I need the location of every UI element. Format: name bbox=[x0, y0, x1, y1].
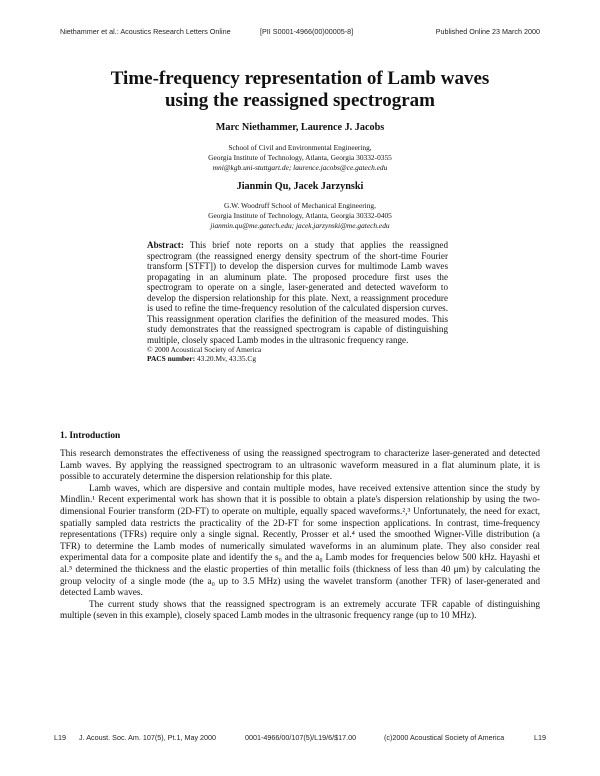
author-names-2: Jianmin Qu, Jacek Jarzynski bbox=[236, 181, 364, 192]
affiliation-2-inst: Georgia Institute of Technology, Atlanta, Georgia 30332-0405 bbox=[208, 210, 392, 220]
affiliation-1-emails[interactable]: mni@kgb.uni-stuttgart.de; laurence.jacobs@ce.gatech.edu bbox=[212, 162, 388, 172]
footer-copyright: (c)2000 Acoustical Society of America bbox=[384, 733, 505, 742]
affiliation-1-inst: Georgia Institute of Technology, Atlanta, Georgia 30332-0355 bbox=[208, 152, 392, 162]
author-names-1: Marc Niethammer, Laurence J. Jacobs bbox=[215, 122, 385, 133]
paper-title bbox=[60, 68, 540, 112]
header-pii: [PII S0001-4966(00)00005-8] bbox=[260, 27, 354, 36]
body-paragraph-3: The current study shows that the reassigned spectrogram is an extremely accurate TFR capable of distinguishing multiple (seven in this example), closely spaced Lamb modes in the ultrasonic frequency range (up to 10 MHz). bbox=[60, 599, 540, 622]
header-authors: Niethammer et al.: Acoustics Research Letters Online bbox=[60, 27, 231, 36]
pacs-line bbox=[147, 354, 448, 363]
title-line-2: using the reassigned spectrogram bbox=[164, 90, 436, 111]
affiliation-2-emails[interactable]: jianmin.qu@me.gatech.edu; jacek.jarzynski@me.gatech.edu bbox=[210, 220, 390, 230]
body-paragraph-1: This research demonstrates the effectiveness of using the reassigned spectrogram to characterize laser-generated and detected Lamb waves. By applying the reassigned spectrogram to an ultrasonic waveform measured in a flat aluminum plate, it is possible to accurately determine the dispersion relationship for this plate. bbox=[60, 449, 540, 483]
title-line-1: Time-frequency representation of Lamb waves bbox=[110, 68, 490, 89]
affiliation-2-dept: G.W. Woodruff School of Mechanical Engineering, bbox=[224, 201, 376, 210]
header-published-date: Published Online 23 March 2000 bbox=[435, 27, 540, 36]
abstract-copyright: © 2000 Acoustical Society of America bbox=[147, 345, 262, 354]
section-body bbox=[60, 449, 540, 623]
footer-page-left: L19 bbox=[54, 733, 66, 742]
abstract-paragraph bbox=[147, 240, 448, 345]
abstract-block bbox=[147, 240, 448, 364]
affiliation-1-dept: School of Civil and Environmental Engineering, bbox=[228, 143, 372, 152]
body-paragraph-2: Lamb waves, which are dispersive and contain multiple modes, have received extensive attention since the study by Mindlin.¹ Recent experimental work has shown that it is possible to obtain a plate's dispersion relationship by using the two-dimensional Fourier transform (2D-FT) to operate on multiple, equally spaced waveforms.²,³ Unfortunately, the need for exact, spatially sampled data restricts the practicality of the 2D-FT for some inspection applications. In contrast, time-frequency representations (TFRs) require only a single signal. Recently, Prosser et al.⁴ used the smoothed Wigner-Ville distribution (a TFR) to determine the Lamb modes of numerically simulated waveforms in an aluminum plate. They also consider real experimental data for a composite plate and identify the s₀ and the a₀ Lamb modes for frequencies below 500 kHz. Hayashi et al.⁵ determined the thickness and the elastic properties of thin metallic foils (thickness of less than 40 μm) by calculating the group velocity of a single mode (the a₀ up to 3.5 MHz) using the wavelet transform (another TFR) of laser-generated and detected Lamb waves. bbox=[60, 483, 540, 599]
footer-journal: J. Acoust. Soc. Am. 107(5), Pt.1, May 2000 bbox=[79, 733, 217, 742]
section-heading: 1. Introduction bbox=[60, 431, 121, 441]
abstract-label: Abstract: bbox=[147, 240, 184, 250]
affiliation-2 bbox=[60, 201, 540, 230]
pacs-value: 43.20.Mv, 43.35.Cg bbox=[196, 354, 257, 364]
pacs-label: PACS number: bbox=[147, 354, 196, 364]
abstract-text: This brief note reports on a study that applies the reassigned spectrogram (the reassigned energy density spectrum of the short-time Fourier transform [STFT]) to develop the dispersion curves for multimode Lamb waves propagating in an aluminum plate. The proposed procedure first uses the spectrogram to operate on a single, laser-generated and detected waveform to develop the dispersion relationship for this plate. Next, a reassignment procedure is used to refine the time-frequency resolution of the calculated dispersion curves. This reassignment operation clarifies the definition of the measured modes. This study demonstrates that the reassigned spectrogram is capable of distinguishing multiple, closely spaced Lamb modes in the ultrasonic frequency range. bbox=[147, 240, 448, 345]
footer-code: 0001-4966/00/107(5)/L19/6/$17.00 bbox=[245, 733, 357, 742]
footer-page-right: L19 bbox=[534, 733, 546, 742]
affiliation-1 bbox=[60, 143, 540, 172]
